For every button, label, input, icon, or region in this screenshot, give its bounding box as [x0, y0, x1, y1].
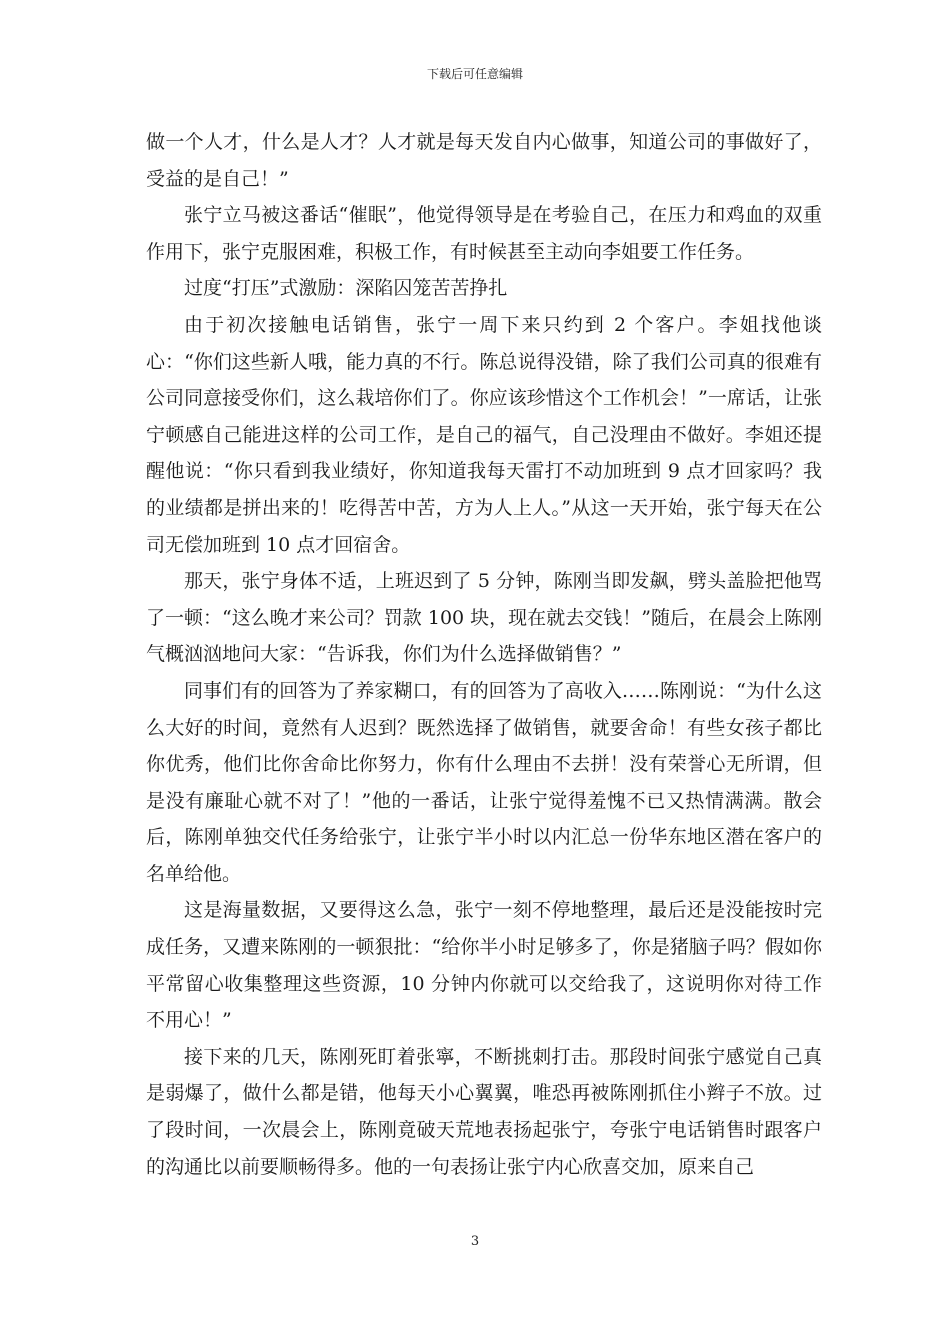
section-subheading: 过度“打压”式激励：深陷囚笼苦苦挣扎	[184, 277, 508, 300]
paragraph: 这是海量数据，又要得这么急，张宁一刻不停地整理，最后还是没能按时完成任务，又遭来陈刚的一顿狠批：“给你半小时足够多了，你是猪脑子吗？假如你平常留心收集整理这些资源，10 分钟内你就可以交给我了，这说明你对待工作不用心！”	[146, 899, 822, 1032]
paragraph: 同事们有的回答为了养家糊口，有的回答为了高收入……陈刚说：“为什么这么大好的时间，竟然有人迟到？既然选择了做销售，就要舍命！有些女孩子都比你优秀，他们比你舍命比你努力，你有什么理由不去拼！没有荣誉心无所谓，但是没有廉耻心就不对了！”他的一番话，让张宁觉得羞愧不已又热情满满。散会后，陈刚单独交代任务给张宁，让张宁半小时以内汇总一份华东地区潜在客户的名单给他。	[146, 679, 822, 885]
paragraph: 接下来的几天，陈刚死盯着张寧，不断挑刺打击。那段时间张宁感觉自己真是弱爆了，做什么都是错，他每天小心翼翼，唯恐再被陈刚抓住小辫子不放。过了段时间，一次晨会上，陈刚竟破天荒地表扬起张宁，夸张宁电话销售时跟客户的沟通比以前要顺畅得多。他的一句表扬让张宁内心欣喜交加，原来自己	[146, 1045, 822, 1178]
paragraph: 由于初次接触电话销售，张宁一周下来只约到 2 个客户。李姐找他谈心：“你们这些新人哦，能力真的不行。陈总说得没错，除了我们公司真的很难有公司同意接受你们，这么栽培你们了。你应该珍惜这个工作机会！”一席话，让张宁顿感自己能进这样的公司工作，是自己的福气，自己没理由不做好。李姐还提醒他说：“你只看到我业绩好，你知道我每天雷打不动加班到 9 点才回家吗？我的业绩都是拼出来的！吃得苦中苦，方为人上人。”从这一天开始，张宁每天在公司无偿加班到 10 点才回宿舍。	[146, 313, 822, 556]
paragraph: 那天，张宁身体不适，上班迟到了 5 分钟，陈刚当即发飙，劈头盖脸把他骂了一顿：“这么晚才来公司？罚款 100 块，现在就去交钱！”随后，在晨会上陈刚气概汹汹地问大家：“告诉我，你们为什么选择做销售？”	[146, 570, 822, 666]
page-number: 3	[470, 1234, 480, 1249]
paragraph-continuation: 做一个人才，什么是人才？人才就是每天发自内心做事，知道公司的事做好了，受益的是自己！”	[146, 131, 822, 190]
paragraph: 张宁立马被这番话“催眠”，他觉得领导是在考验自己，在压力和鸡血的双重作用下，张宁克服困难，积极工作，有时候甚至主动向李姐要工作任务。	[146, 204, 822, 263]
document-body	[146, 124, 822, 1185]
page-header: 下载后可任意编辑	[426, 67, 523, 81]
